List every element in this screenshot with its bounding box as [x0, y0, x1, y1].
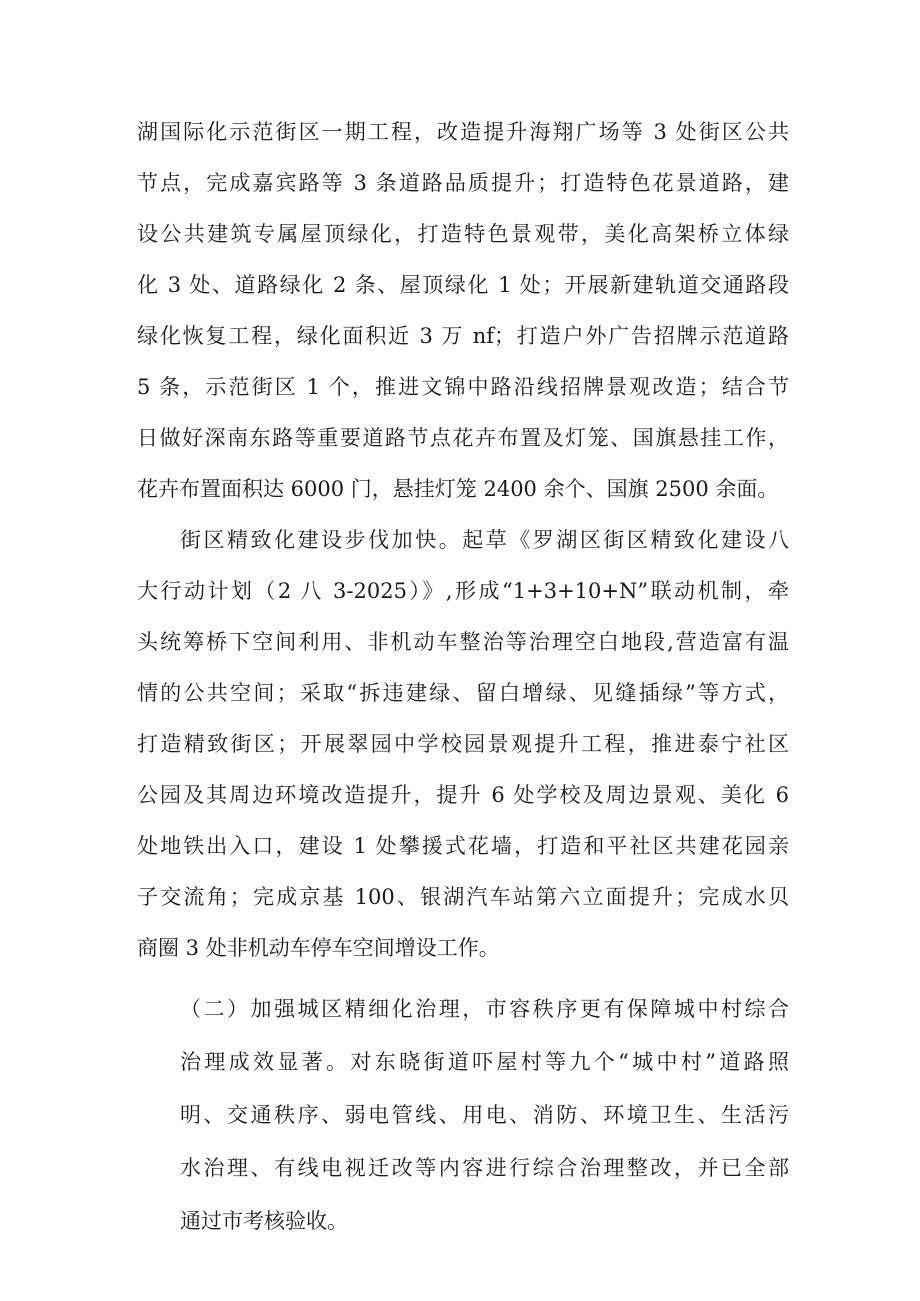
text-line: 设公共建筑专属屋顶绿化，打造特色景观带，美化高架桥立体绿 — [137, 222, 789, 246]
text-line: 化 3 处、道路绿化 2 条、屋顶绿化 1 处；开展新建轨道交通路段 — [137, 273, 789, 297]
text-line: 明、交通秩序、弱电管线、用电、消防、环境卫生、生活污 — [180, 1103, 789, 1127]
text-line: 水治理、有线电视迁改等内容进行综合治理整改，并已全部 — [180, 1156, 789, 1180]
text-line: 商圈 3 处非机动车停车空间增设工作。 — [137, 936, 500, 960]
text-line: 处地铁出入口，建设 1 处攀援式花墙，打造和平社区共建花园亲 — [137, 834, 789, 858]
text-line: 湖国际化示范街区一期工程，改造提升海翔广场等 3 处街区公共 — [137, 120, 789, 144]
text-line: 节点，完成嘉宾路等 3 条道路品质提升；打造特色花景道路，建 — [137, 171, 789, 195]
text-line: 5 条，示范街区 1 个，推进文锦中路沿线招牌景观改造；结合节 — [137, 375, 789, 399]
text-line: 花卉布置面积达 6000 门，悬挂灯笼 2400 余个、国旗 2500 余面。 — [137, 477, 779, 501]
text-line: 日做好深南东路等重要道路节点花卉布置及灯笼、国旗悬挂工作， — [137, 426, 789, 450]
text-line: 大行动计划（2 八 3-2025）》,形成“1+3+10+N”联动机制，牵 — [137, 579, 789, 603]
text-line: 公园及其周边环境改造提升，提升 6 处学校及周边景观、美化 6 — [137, 783, 789, 807]
text-line: 通过市考核验收。 — [180, 1209, 348, 1233]
text-line: 治理成效显著。对东晓街道吓屋村等九个“城中村”道路照 — [180, 1050, 789, 1074]
text-line: 绿化恢复工程，绿化面积近 3 万 nf；打造户外广告招牌示范道路 — [137, 324, 789, 348]
section-heading-line: （二）加强城区精细化治理，市容秩序更有保障城中村综合 — [180, 997, 789, 1021]
text-line: 街区精致化建设步伐加快。起草《罗湖区街区精致化建设八 — [180, 528, 789, 552]
text-line: 子交流角；完成京基 100、银湖汽车站第六立面提升；完成水贝 — [137, 885, 789, 909]
text-line: 头统筹桥下空间利用、非机动车整治等治理空白地段,营造富有温 — [137, 630, 789, 654]
text-line: 打造精致街区；开展翠园中学校园景观提升工程，推进泰宁社区 — [137, 732, 789, 756]
text-line: 情的公共空间；采取“拆违建绿、留白增绿、见缝插绿”等方式， — [137, 681, 789, 705]
